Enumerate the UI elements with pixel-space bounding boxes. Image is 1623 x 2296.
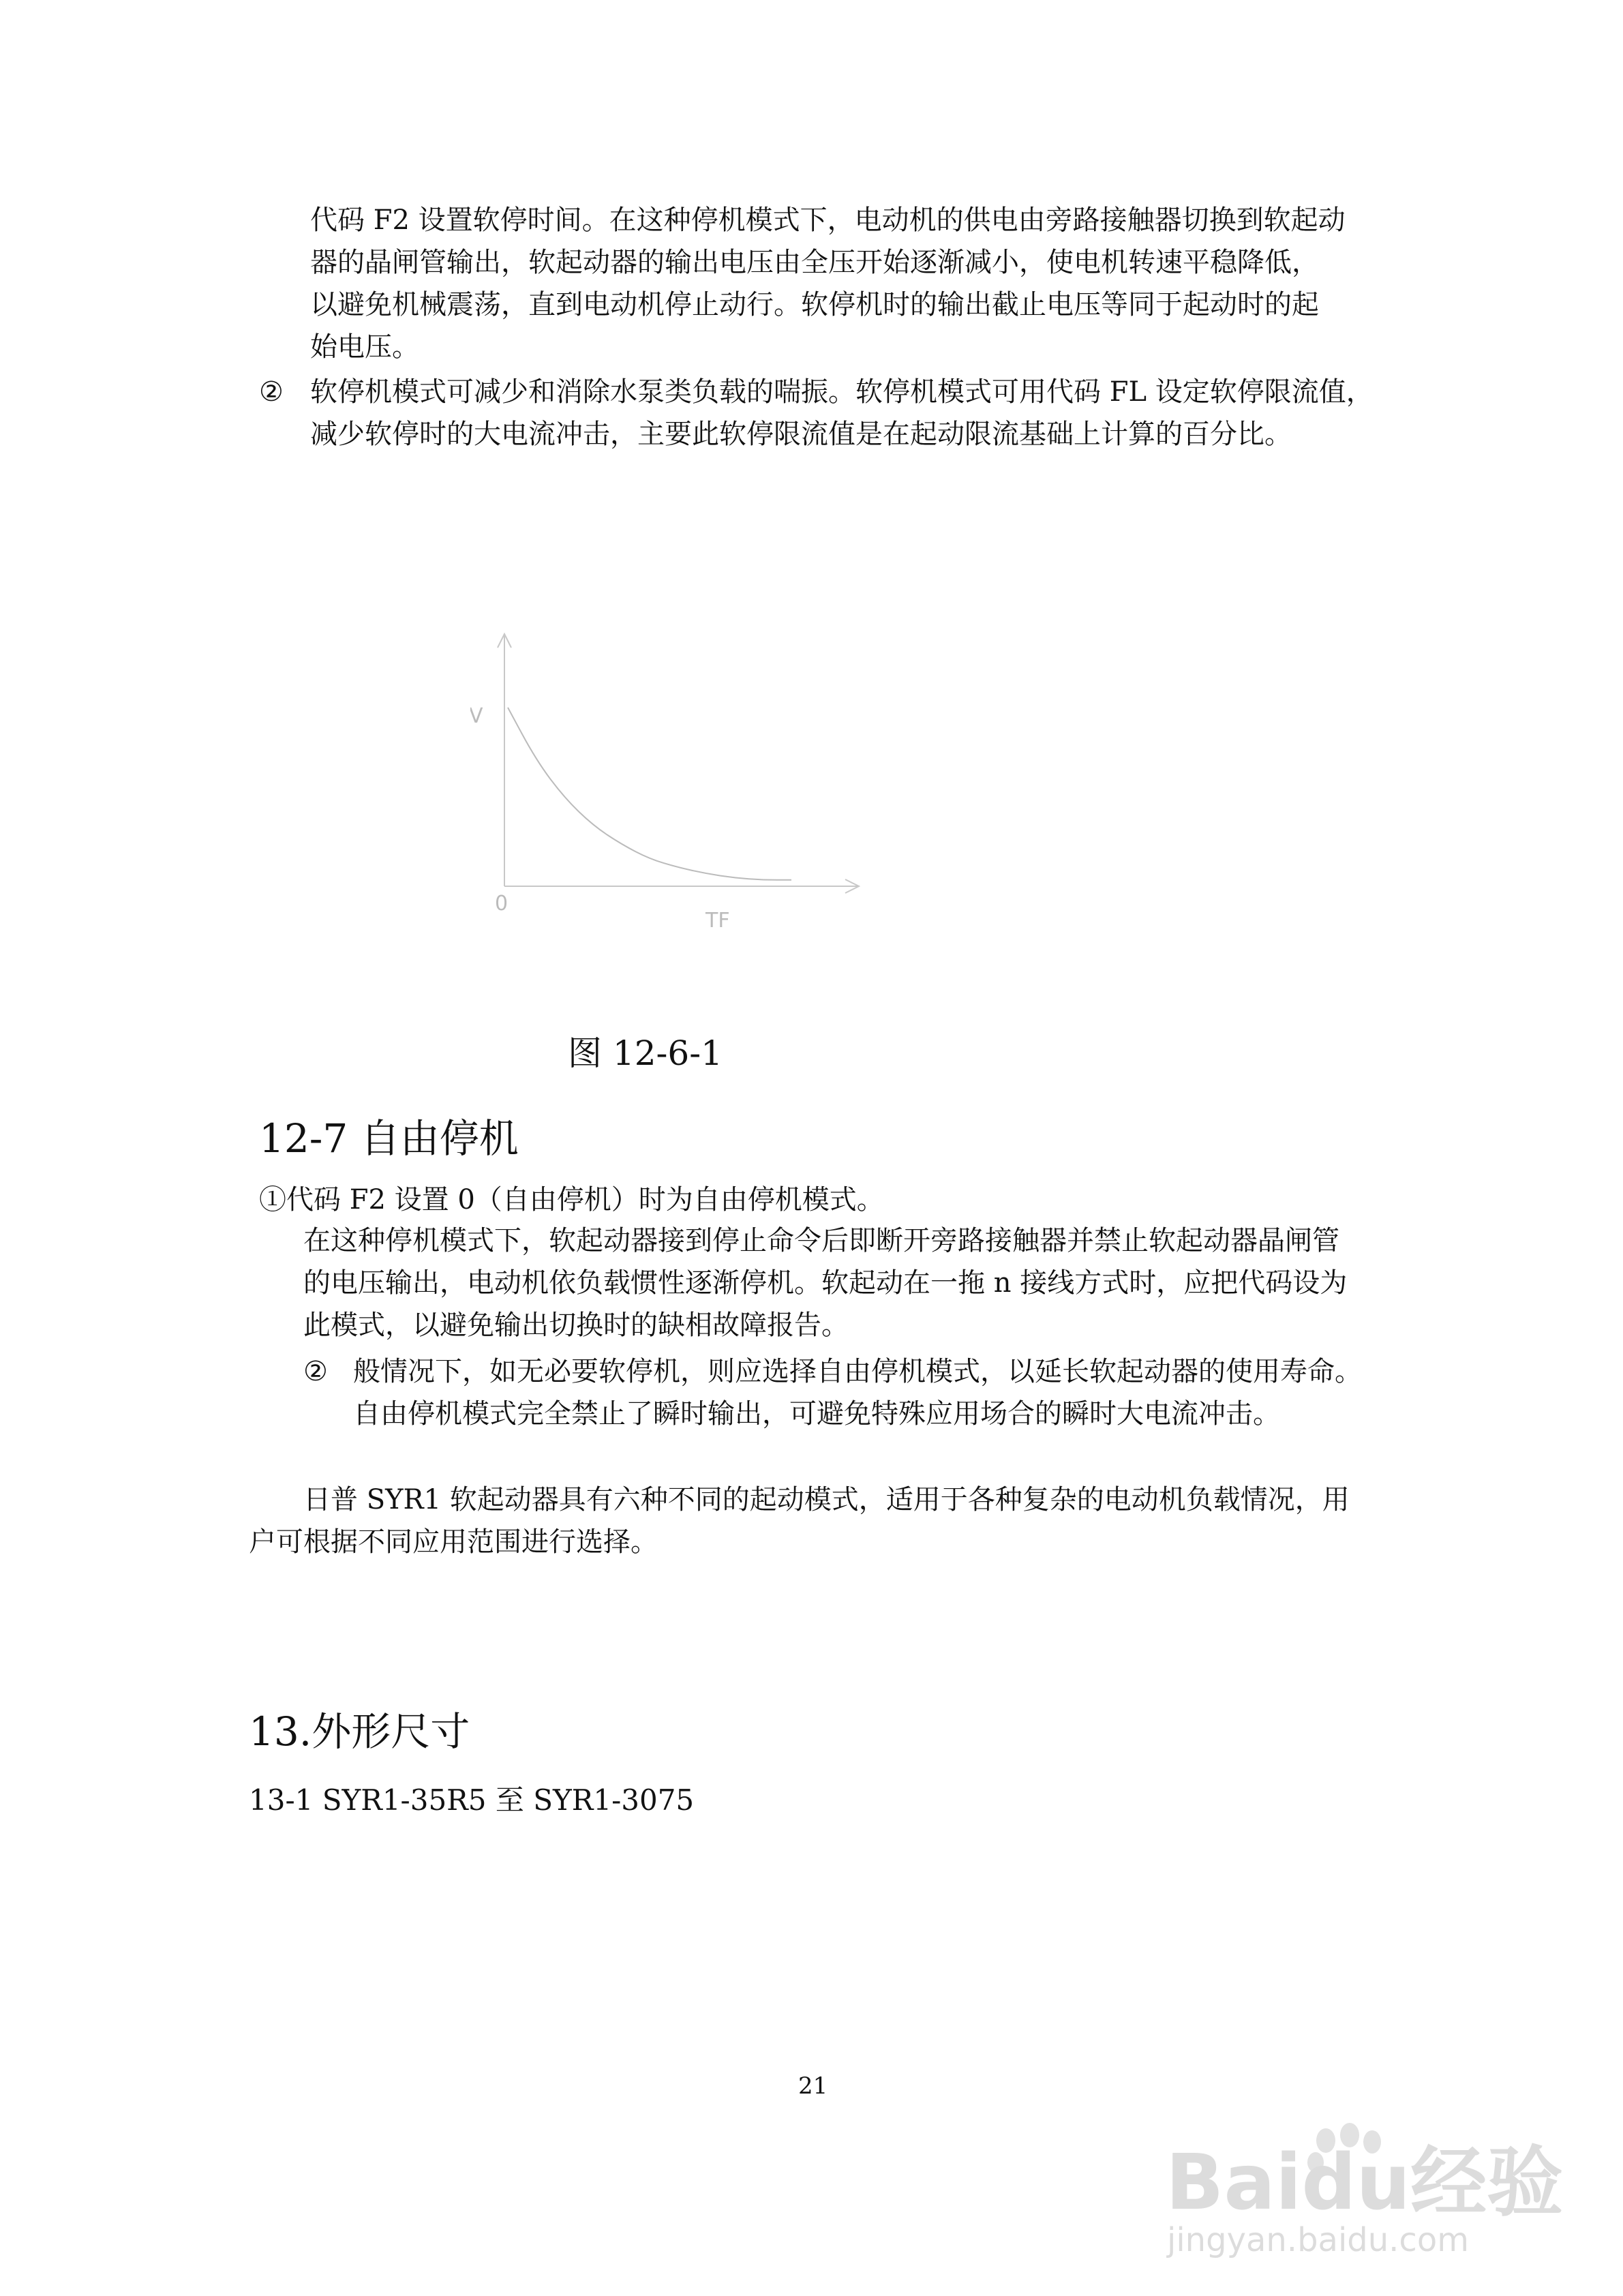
paragraph-line: 以避免机械震荡，直到电动机停止动行。软停机时的输出截止电压等同于起动时的起 (310, 289, 1319, 320)
paragraph-line: 此模式，以避免输出切换时的缺相故障报告。 (303, 1310, 849, 1341)
watermark-logo-text: Baidu经验 (1166, 2139, 1564, 2227)
y-axis-label: V (470, 704, 483, 728)
paragraph-line: 在这种停机模式下，软起动器接到停止命令后即断开旁路接触器并禁止软起动器晶闸管 (303, 1225, 1339, 1256)
subsection-heading-13-1: 13-1 SYR1-35R5 至 SYR1-3075 (249, 1783, 695, 1817)
paragraph-line: 始电压。 (310, 331, 419, 363)
x-axis-label: TF (706, 909, 730, 933)
figure-caption: 图 12-6-1 (568, 1033, 723, 1073)
list-item-line: 减少软停时的大电流冲击，主要此软停限流值是在起动限流基础上计算的百分比。 (310, 419, 1292, 450)
paragraph-line: 器的晶闸管输出，软起动器的输出电压由全压开始逐渐减小，使电机转速平稳降低， (310, 247, 1319, 278)
origin-label: 0 (495, 892, 509, 916)
figure-svg (470, 617, 893, 944)
section-heading-12-7: 12-7 自由停机 (259, 1115, 519, 1162)
watermark-url: jingyan.baidu.com (1167, 2221, 1469, 2259)
paragraph-line: 的电压输出，电动机依负载惯性逐渐停机。软起动在一拖 n 接线方式时，应把代码设为 (303, 1267, 1348, 1299)
page-number: 21 (798, 2072, 828, 2100)
list-item-line: 般情况下，如无必要软停机，则应选择自由停机模式，以延长软起动器的使用寿命。 (353, 1356, 1362, 1387)
watermark-logo (1159, 2120, 1602, 2263)
list-item-line: 自由停机模式完全禁止了瞬时输出，可避免特殊应用场合的瞬时大电流冲击。 (353, 1398, 1280, 1430)
list-item-line: 软停机模式可减少和消除水泵类负载的喘振。软停机模式可用代码 FL 设定软停限流值， (310, 376, 1374, 408)
baidu-jingyan-watermark (1159, 2120, 1602, 2266)
decay-curve-figure (470, 617, 893, 947)
decay-curve-series (508, 708, 791, 880)
list-marker: ② (259, 376, 284, 408)
paragraph-line: 代码 F2 设置软停时间。在这种停机模式下，电动机的供电由旁路接触器切换到软起动 (310, 205, 1346, 236)
section-heading-13: 13.外形尺寸 (249, 1708, 470, 1755)
paragraph-line: 日普 SYR1 软起动器具有六种不同的起动模式，适用于各种复杂的电动机负载情况，用 (303, 1484, 1350, 1515)
paragraph-line: 户可根据不同应用范围进行选择。 (249, 1526, 658, 1558)
list-item-line: ①代码 F2 设置 0（自由停机）时为自由停机模式。 (259, 1184, 884, 1215)
list-marker: ② (303, 1356, 328, 1387)
